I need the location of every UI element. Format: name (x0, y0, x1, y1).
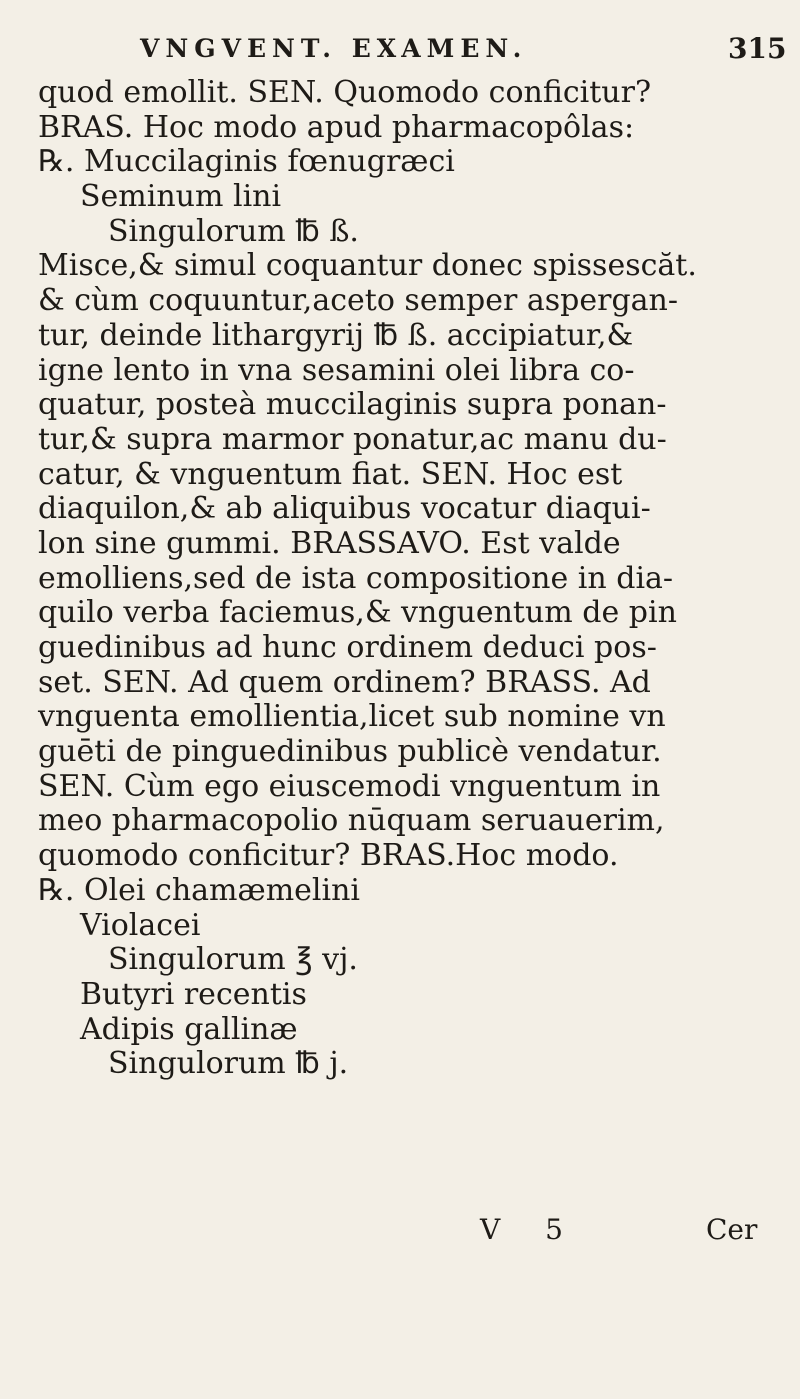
recipe-line: Butyri recentis (80, 976, 307, 1012)
text-line: tur,& supra marmor ponatur,ac manu du- (38, 421, 667, 457)
text-line: guēti de pinguedinibus publicè vendatur. (38, 734, 662, 770)
text-line: & cùm coquuntur,aceto semper aspergan- (38, 283, 678, 319)
page-header (0, 30, 800, 72)
recipe-line: Adipis gallinæ (80, 1011, 298, 1047)
text-line: diaquilon,& ab aliquibus vocatur diaqui- (38, 491, 651, 527)
signature-mark: V 5 (480, 1213, 581, 1246)
page-footer (0, 1213, 800, 1253)
text-line: guedinibus ad hunc ordinem deduci pos- (38, 630, 657, 665)
running-head: VNGVENT. EXAMEN. (140, 34, 528, 63)
text-line: emolliens,sed de ista compositione in dia- (38, 560, 674, 596)
text-line: tur, deinde lithargyrij ℔ ß. accipiatur,& (38, 317, 634, 353)
text-line: catur, & vnguentum fiat. SEN. Hoc est (38, 456, 623, 492)
text-line: meo pharmacopolio nūquam seruauerim, (38, 803, 665, 839)
recipe-line: ℞. Olei chamæmelini (38, 872, 361, 908)
recipe-line: Singulorum ℔ j. (108, 1046, 349, 1082)
text-line: Misce,& simul coquantur donec spissescăt. (38, 248, 697, 284)
text-line: SEN. Cùm ego eiuscemodi vnguentum in (38, 768, 661, 804)
page-number: 315 (728, 32, 787, 65)
text-line: BRAS. Hoc modo apud pharmacopôlas: (38, 109, 635, 145)
recipe-line: ℞. Muccilaginis fœnugræci (38, 144, 455, 180)
recipe-line: Violacei (80, 907, 201, 943)
text-line: igne lento in vna sesamini olei libra co- (38, 352, 635, 388)
body-text (38, 76, 773, 1082)
catchword: Cer (706, 1213, 758, 1246)
text-line: quatur, posteà muccilaginis supra ponan- (38, 387, 667, 423)
text-line: quomodo conficitur? BRAS.Hoc modo. (38, 838, 619, 874)
text-line: quilo verba faciemus,& vnguentum de pin (38, 595, 677, 631)
recipe-line: Singulorum ℥ vj. (108, 942, 358, 978)
text-line: set. SEN. Ad quem ordinem? BRASS. Ad (38, 664, 651, 700)
recipe-line: Singulorum ℔ ß. (108, 213, 359, 249)
recipe-line: Seminum lini (80, 179, 282, 215)
text-line: vnguenta emollientia,licet sub nomine vn (38, 699, 666, 735)
text-line: quod emollit. SEN. Quomodo conficitur? (38, 75, 652, 110)
text-line: lon sine gummi. BRASSAVO. Est valde (38, 525, 621, 561)
